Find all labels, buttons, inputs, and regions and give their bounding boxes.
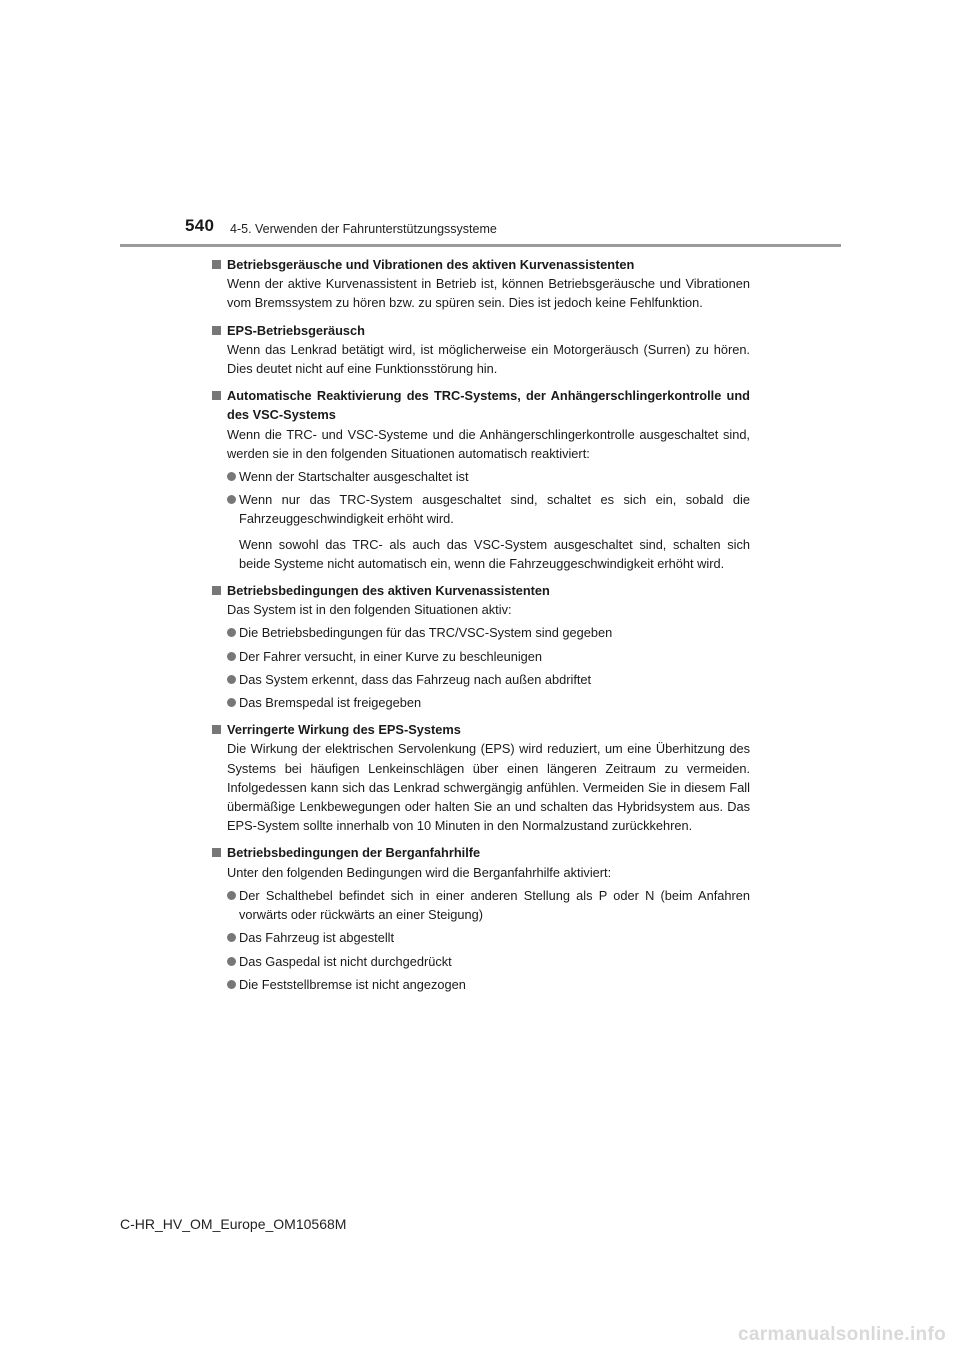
list-item: Der Fahrer versucht, in einer Kurve zu beschleunigen bbox=[227, 647, 750, 666]
list-item: Das Fahrzeug ist abgestellt bbox=[227, 928, 750, 947]
footer-doc-code: C-HR_HV_OM_Europe_OM10568M bbox=[120, 1216, 347, 1232]
section-eps-noise bbox=[210, 321, 750, 379]
circle-bullet-icon bbox=[227, 933, 236, 942]
list-item: Das System erkennt, dass das Fahrzeug nach außen abdriftet bbox=[227, 670, 750, 689]
list-item: Wenn nur das TRC-System ausgeschaltet sind, schaltet es sich ein, sobald die Fahrzeuggeschwindigkeit erhöht wird. bbox=[227, 490, 750, 528]
section-heading: Automatische Reaktivierung des TRC-Systems, der Anhängerschlingerkontrolle und des VSC-Systems bbox=[210, 386, 750, 424]
list-item: Wenn der Startschalter ausgeschaltet ist bbox=[227, 467, 750, 486]
section-heading: Verringerte Wirkung des EPS-Systems bbox=[210, 720, 750, 739]
section-eps-reduced bbox=[210, 720, 750, 835]
section-heading: EPS-Betriebsgeräusch bbox=[210, 321, 750, 340]
list-item: Das Bremspedal ist freigegeben bbox=[227, 693, 750, 712]
section-body: Die Wirkung der elektrischen Servolenkung (EPS) wird reduziert, um eine Überhitzung des Systems bei häufigen Lenkeinschlägen über einen längeren Zeitraum zu vermeiden. Infolgedessen kann sich das Lenkrad schwergängig anfühlen. Vermeiden Sie in diesem Fall übermäßige Lenkbewegungen oder halten Sie an und schalten das Hybridsystem aus. Das EPS-System sollte innerhalb von 10 Minuten in den Normalzustand zurückkehren. bbox=[227, 741, 750, 834]
section-reactivation bbox=[210, 386, 750, 573]
section-cornering-conditions bbox=[210, 581, 750, 712]
list-item: Der Schalthebel befindet sich in einer anderen Stellung als P oder N (beim Anfahren vorwärts oder rückwärts an einer Steigung) bbox=[227, 886, 750, 924]
square-bullet-icon bbox=[212, 586, 221, 595]
section-heading: Betriebsbedingungen der Berganfahrhilfe bbox=[210, 843, 750, 862]
circle-bullet-icon bbox=[227, 472, 236, 481]
section-noise bbox=[210, 255, 750, 313]
circle-bullet-icon bbox=[227, 628, 236, 637]
square-bullet-icon bbox=[212, 391, 221, 400]
square-bullet-icon bbox=[212, 326, 221, 335]
square-bullet-icon bbox=[212, 260, 221, 269]
section-hill-start bbox=[210, 843, 750, 993]
section-body: Wenn das Lenkrad betätigt wird, ist möglicherweise ein Motorgeräusch (Surren) zu hören. Dies deutet nicht auf eine Funktionsstörung hin. bbox=[227, 341, 750, 377]
section-body: Das System ist in den folgenden Situationen aktiv: bbox=[227, 602, 512, 618]
circle-bullet-icon bbox=[227, 980, 236, 989]
page-number: 540 bbox=[185, 216, 215, 235]
watermark: carmanualsonline.info bbox=[738, 1324, 946, 1345]
circle-bullet-icon bbox=[227, 652, 236, 661]
page-content bbox=[210, 255, 750, 1002]
circle-bullet-icon bbox=[227, 957, 236, 966]
circle-bullet-icon bbox=[227, 495, 236, 504]
section-title: 4-5. Verwenden der Fahrunterstützungssysteme bbox=[230, 222, 497, 236]
section-heading: Betriebsbedingungen des aktiven Kurvenassistenten bbox=[210, 581, 750, 600]
circle-bullet-icon bbox=[227, 698, 236, 707]
list-item: Die Feststellbremse ist nicht angezogen bbox=[227, 975, 750, 994]
square-bullet-icon bbox=[212, 725, 221, 734]
list-item: Das Gaspedal ist nicht durchgedrückt bbox=[227, 952, 750, 971]
section-note: Wenn sowohl das TRC- als auch das VSC-System ausgeschaltet sind, schalten sich beide Systeme nicht automatisch ein, wenn die Fahrzeuggeschwindigkeit erhöht wird. bbox=[239, 536, 750, 571]
list-item: Die Betriebsbedingungen für das TRC/VSC-System sind gegeben bbox=[227, 623, 750, 642]
section-body: Unter den folgenden Bedingungen wird die Berganfahrhilfe aktiviert: bbox=[227, 864, 612, 880]
circle-bullet-icon bbox=[227, 891, 236, 900]
circle-bullet-icon bbox=[227, 675, 236, 684]
section-heading: Betriebsgeräusche und Vibrationen des aktiven Kurvenassistenten bbox=[210, 255, 750, 274]
header-rule bbox=[120, 244, 841, 247]
square-bullet-icon bbox=[212, 848, 221, 857]
section-body: Wenn der aktive Kurvenassistent in Betrieb ist, können Betriebsgeräusche und Vibrationen vom Bremssystem zu hören bzw. zu spüren sein. Dies ist jedoch keine Fehlfunktion. bbox=[227, 276, 750, 311]
section-body: Wenn die TRC- und VSC-Systeme und die Anhängerschlingerkontrolle ausgeschaltet sind, werden sie in den folgenden Situationen automatisch reaktiviert: bbox=[227, 426, 750, 461]
